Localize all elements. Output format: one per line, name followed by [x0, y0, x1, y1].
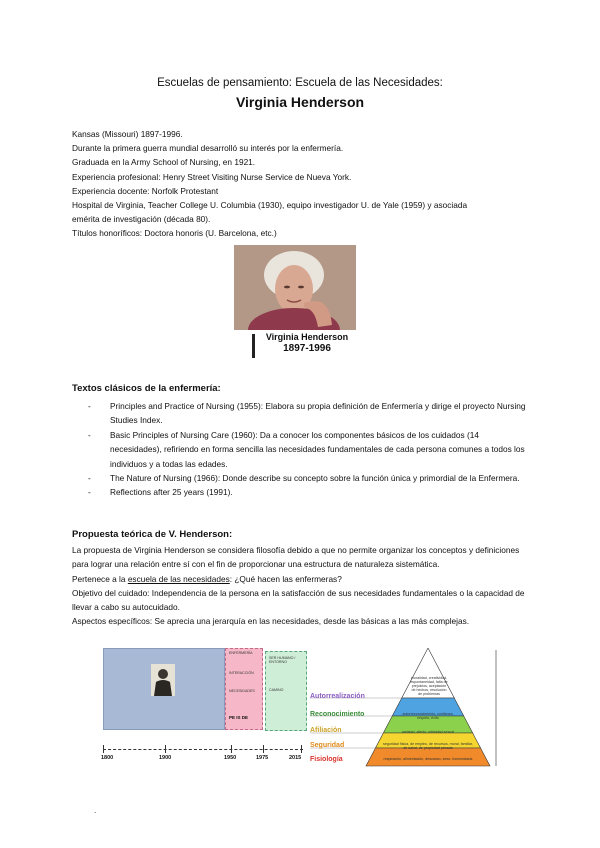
bio-line: Graduada en la Army School of Nursing, en 1921.	[72, 157, 256, 168]
bio-line: Hospital de Virginia, Teacher College U. Columbia (1930), equipo investigador U. de Yale (1959) y asociada	[72, 200, 468, 211]
pyramid-label: Seguridad	[310, 742, 345, 749]
list-item: - Basic Principles of Nursing Care (1960): Da a conocer los componentes básicos de los cuidados (14 necesidades), refiriendo en forma sencilla las necesidades fundamentales de cada persona comunes a todos los individuos y a todas las edades.	[88, 429, 525, 469]
bio-line: Kansas (Missouri) 1897-1996.	[72, 129, 183, 139]
timeline-year: 2015	[289, 755, 302, 761]
proposal-paragraph: La propuesta de Virginia Henderson se considera filosofía debido a que no permite organizar los conceptos y definiciones para lograr una relación entre sí con el fin de proporcionar una estructura de naturaleza sistemática.	[72, 545, 520, 570]
school-link[interactable]: escuela de las necesidades	[127, 573, 230, 584]
pyramid-text: autorreconocimiento, confianza, respeto, éxito	[402, 712, 454, 720]
aspects-line: Aspectos específicos: Se aprecia una jerarquía en las necesidades, desde las básicas a las más complejas.	[72, 616, 470, 627]
footer-mark: .	[94, 806, 97, 815]
bio-line: Experiencia profesional: Henry Street Visiting Nurse Service de Nueva York.	[72, 171, 352, 182]
pyramid-text: seguridad física, de empleo, de recursos, moral, familiar, de salud, de propiedad privada	[382, 742, 474, 750]
bio-line: Durante la primera guerra mundial desarrolló su interés por la enfermería.	[72, 143, 344, 154]
timeline-tick	[103, 745, 104, 753]
timeline-axis	[103, 749, 303, 750]
timeline-tick	[263, 745, 264, 753]
list-item: - Principles and Practice of Nursing (1955): Elabora su propia definición de Enfermería y dirige el proyecto Nursing Studies Index.	[88, 401, 526, 426]
pink-label: PE IS DE	[229, 715, 249, 720]
timeline-year: 1950	[224, 755, 237, 761]
bio-line: Experiencia docente: Norfolk Protestant	[72, 185, 219, 196]
nursing-column: ENFERMERÍA INTERACCIÓN NECESIDADES PE IS DE	[225, 648, 263, 730]
objective-line: Objetivo del cuidado: Independencia de la persona en la satisfacción de sus necesidades fundamentales o la capacidad de llevar a cabo su autocuidado.	[72, 587, 525, 613]
bio-line: emérita de investigación (década 80).	[72, 214, 211, 225]
classics-heading: Textos clásicos de la enfermería:	[72, 383, 221, 394]
photo-caption	[252, 332, 362, 354]
timeline-diagram	[103, 648, 303, 768]
page-title: Virginia Henderson	[235, 94, 365, 110]
maslow-pyramid	[310, 648, 500, 768]
timeline-year: 1800	[101, 755, 114, 761]
timeline-tick	[301, 745, 302, 753]
timeline-year: 1900	[159, 755, 172, 761]
proposal-heading: Propuesta teórica de V. Henderson:	[72, 529, 233, 540]
timeline-year: 1975	[256, 755, 269, 761]
list-item: - The Nature of Nursing (1966): Donde describe su concepto sobre la función única y primordial de la Enfermera.	[88, 473, 520, 484]
timeline-tick	[165, 745, 166, 753]
pyramid-label: Reconocimiento	[310, 711, 365, 718]
nightingale-thumbnail	[151, 664, 175, 696]
bio-line: Títulos honoríficos: Doctora honoris (U. Barcelona, etc.)	[72, 228, 277, 239]
list-item: - Reflections after 25 years (1991).	[88, 487, 233, 498]
timeline-tick	[231, 745, 232, 753]
school-line: Pertenece a la escuela de las necesidades: ¿Qué hacen las enfermeras?	[72, 573, 342, 584]
pyramid-label: Autorrealización	[310, 693, 365, 700]
classics-list	[88, 399, 528, 500]
biography	[72, 127, 532, 241]
pyramid-graphic	[310, 648, 500, 768]
portrait-photo	[234, 245, 356, 330]
pyramid-text: amistad, afecto, intimidad sexual	[401, 730, 455, 734]
pyramid-text: moralidad, creatividad, espontaneidad, falta de prejuicios, aceptación de hechos, resolución de problemas	[410, 676, 448, 696]
caption-years: 1897-1996	[283, 343, 331, 354]
pyramid-text: respiración, alimentación, descanso, sexo, homeostasis	[383, 757, 473, 761]
pyramid-label: Afiliación	[310, 727, 342, 734]
proposal-text	[72, 543, 532, 629]
pyramid-label: Fisiología	[310, 756, 343, 763]
environment-column: SER HUMANO / ENTORNO CAMINO	[265, 651, 307, 731]
page-supertitle: Escuelas de pensamiento: Escuela de las Necesidades:	[157, 77, 443, 89]
era-box	[103, 648, 225, 730]
caption-name: Virginia Henderson	[265, 332, 349, 342]
